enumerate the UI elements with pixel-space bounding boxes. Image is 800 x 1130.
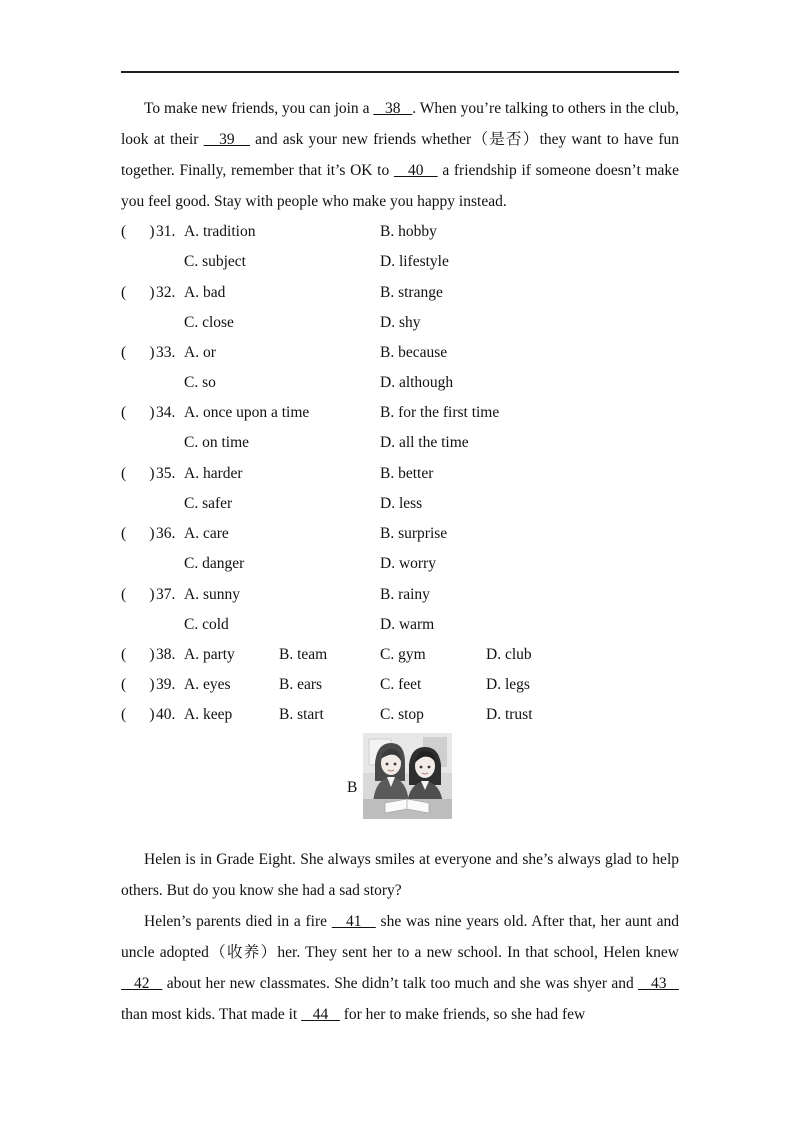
option-c[interactable]: C. cold [184,616,229,633]
passage-a-paragraph: To make new friends, you can join a 38 . When you’re talking to others in the club, look at their 39 and ask your new friends whether（是否）they want to have fun together. Finally, remember that it’s OK to 40 a friendship if someone doesn’t make you feel good. Stay with people who make you happy instead. [121,100,680,210]
question-36-row2 [121,553,681,575]
question-number: 38. [156,646,176,663]
option-a[interactable]: A. sunny [184,586,240,603]
option-c[interactable]: C. close [184,314,234,331]
option-b[interactable]: B. because [380,344,448,361]
blank-39[interactable]: 39 [203,131,251,148]
option-b[interactable]: B. start [279,706,324,723]
option-d[interactable]: D. worry [380,555,436,572]
option-c[interactable]: C. stop [380,706,424,723]
option-b[interactable]: B. ears [279,676,323,693]
option-d[interactable]: D. less [380,495,423,512]
question-37-row2 [121,614,681,636]
question-33 [121,342,681,364]
blank-38[interactable]: 38 [373,100,413,117]
question-39 [121,674,681,696]
option-c[interactable]: C. gym [380,646,426,663]
question-34 [121,402,681,424]
answer-bracket[interactable]: ( ) [121,706,155,723]
option-b[interactable]: B. team [279,646,328,663]
option-c[interactable]: C. so [184,374,216,391]
option-b[interactable]: B. strange [380,284,443,301]
section-b-label: B [347,779,358,796]
answer-bracket[interactable]: ( ) [121,284,155,301]
question-32 [121,282,681,304]
option-c[interactable]: C. danger [184,555,245,572]
question-35-row2 [121,493,681,515]
option-a[interactable]: A. tradition [184,223,256,240]
question-number: 35. [156,465,176,482]
question-number: 39. [156,676,176,693]
answer-bracket[interactable]: ( ) [121,344,155,361]
question-37 [121,584,681,606]
question-number: 34. [156,404,176,421]
question-38 [121,644,681,666]
option-d[interactable]: D. legs [486,676,530,693]
question-number: 33. [156,344,176,361]
question-33-row2 [121,372,681,394]
option-d[interactable]: D. trust [486,706,533,723]
option-d[interactable]: D. all the time [380,434,469,451]
option-d[interactable]: D. warm [380,616,435,633]
answer-bracket[interactable]: ( ) [121,646,155,663]
option-b[interactable]: B. for the first time [380,404,500,421]
option-d[interactable]: D. although [380,374,454,391]
answer-bracket[interactable]: ( ) [121,404,155,421]
top-divider [121,71,679,73]
question-31-row2 [121,251,681,273]
option-a[interactable]: A. eyes [184,676,231,693]
question-number: 40. [156,706,176,723]
question-35 [121,463,681,485]
blank-44[interactable]: 44 [301,1006,340,1023]
option-b[interactable]: B. rainy [380,586,430,603]
option-c[interactable]: C. subject [184,253,246,270]
option-c[interactable]: C. on time [184,434,250,451]
option-d[interactable]: D. club [486,646,532,663]
blank-43[interactable]: 43 [638,975,679,992]
blank-40[interactable]: 40 [393,162,438,179]
question-number: 31. [156,223,176,240]
answer-bracket[interactable]: ( ) [121,586,155,603]
option-c[interactable]: C. safer [184,495,233,512]
option-d[interactable]: D. lifestyle [380,253,449,270]
option-a[interactable]: A. keep [184,706,233,723]
option-a[interactable]: A. harder [184,465,243,482]
answer-bracket[interactable]: ( ) [121,676,155,693]
blank-42[interactable]: 42 [121,975,163,992]
option-c[interactable]: C. feet [380,676,422,693]
question-31 [121,221,681,243]
option-a[interactable]: A. bad [184,284,226,301]
two-girls-studying-illustration [363,733,452,819]
question-32-row2 [121,312,681,334]
option-a[interactable]: A. party [184,646,235,663]
option-a[interactable]: A. care [184,525,229,542]
option-d[interactable]: D. shy [380,314,421,331]
answer-bracket[interactable]: ( ) [121,223,155,240]
option-b[interactable]: B. hobby [380,223,437,240]
question-34-row2 [121,432,681,454]
question-number: 32. [156,284,176,301]
question-number: 36. [156,525,176,542]
option-a[interactable]: A. or [184,344,216,361]
passage-b-paragraph-1: Helen is in Grade Eight. She always smiles at everyone and she’s always glad to help others. But do you know she had a sad story? [121,851,679,899]
question-36 [121,523,681,545]
blank-41[interactable]: 41 [331,913,376,930]
answer-bracket[interactable]: ( ) [121,525,155,542]
option-b[interactable]: B. surprise [380,525,448,542]
question-40 [121,704,681,726]
passage-b-paragraph-2: Helen’s parents died in a fire 41 she was nine years old. After that, her aunt and uncle adopted（收养）her. They sent her to a new school. In that school, Helen knew 42 about her new classmates. She didn’t talk too much and she was shyer and 43 than most kids. That made it 44 for her to make friends, so she had few [121,913,679,1023]
answer-bracket[interactable]: ( ) [121,465,155,482]
question-number: 37. [156,586,176,603]
option-b[interactable]: B. better [380,465,434,482]
option-a[interactable]: A. once upon a time [184,404,310,421]
